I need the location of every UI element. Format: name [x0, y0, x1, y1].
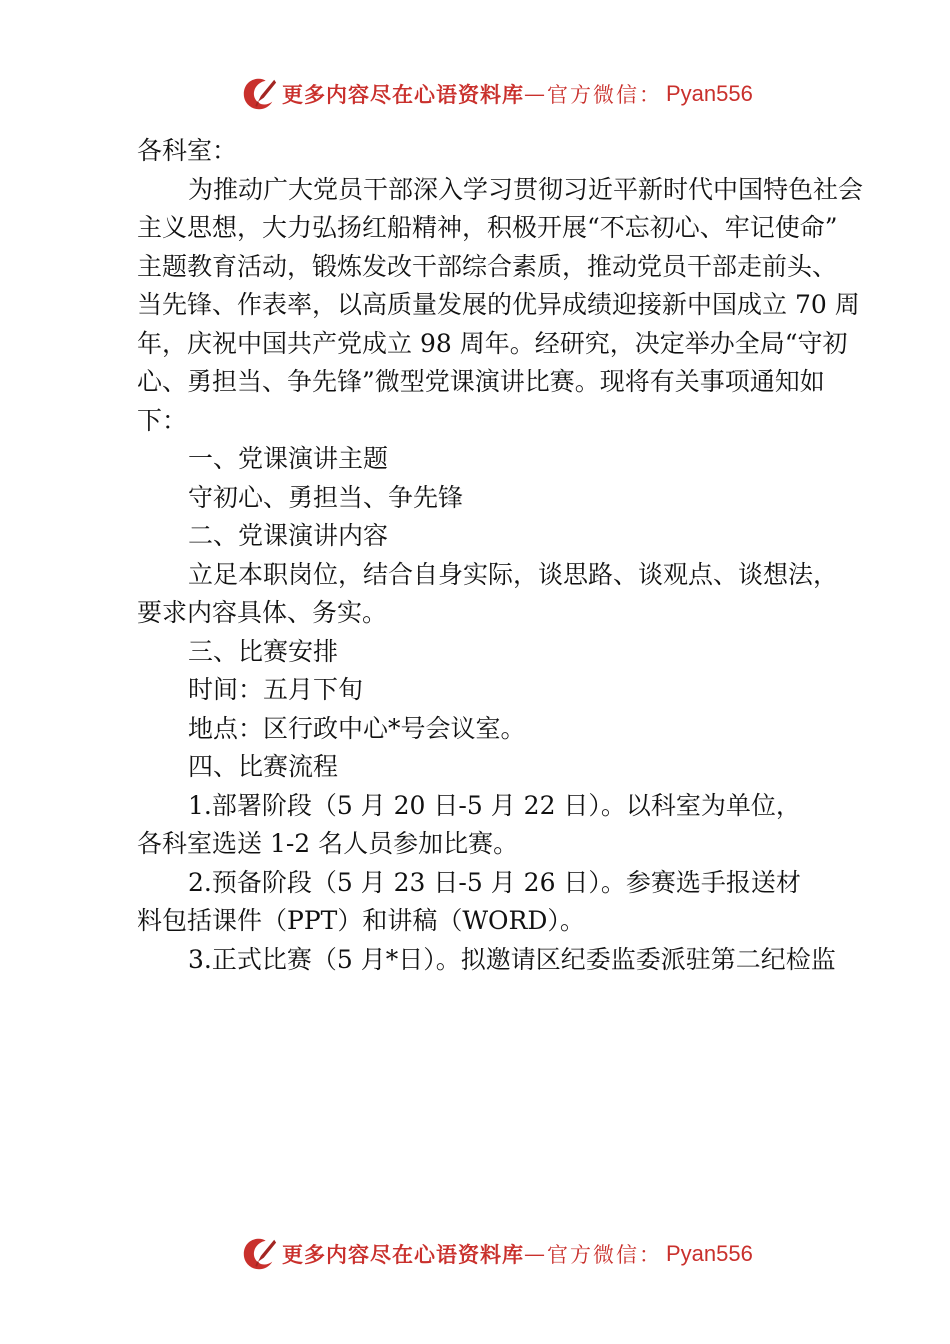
banner-dash: — [524, 1242, 547, 1266]
header-banner [240, 72, 760, 116]
quill-pen-logo-icon [240, 1235, 278, 1273]
banner-wechat-label: 官方微信： [547, 1243, 662, 1267]
process-step: 3.正式比赛（5 月*日）。拟邀请区纪委监委派驻第二纪检监 [188, 944, 836, 974]
document-body [137, 132, 867, 979]
banner-wechat-id: Pyan556 [666, 1241, 753, 1266]
section-heading: 四、比赛流程 [188, 752, 339, 781]
intro-line: 心、勇担当、争先锋”微型党课演讲比赛。现将有关事项通知如 [137, 367, 825, 396]
section-heading: 一、党课演讲主题 [188, 444, 389, 473]
intro-line: 下： [137, 405, 188, 435]
section-body: 守初心、勇担当、争先锋 [188, 482, 464, 512]
intro-line: 当先锋、作表率，以高质量发展的优异成绩迎接新中国成立 70 周 [137, 290, 860, 319]
intro-line: 年，庆祝中国共产党成立 98 周年。经研究，决定举办全局“守初 [137, 328, 848, 358]
banner-wechat-label: 官方微信： [547, 83, 662, 107]
process-step: 料包括课件（PPT）和讲稿（WORD）。 [137, 906, 585, 935]
section-heading: 三、比赛安排 [188, 636, 339, 666]
banner-wechat-id: Pyan556 [666, 81, 753, 106]
footer-banner [240, 1232, 760, 1276]
salutation: 各科室： [137, 136, 238, 165]
process-step: 各科室选送 1-2 名人员参加比赛。 [137, 829, 519, 858]
process-step: 1.部署阶段（5 月 20 日-5 月 22 日）。以科室为单位， [188, 790, 801, 820]
intro-line: 主题教育活动，锻炼发改干部综合素质，推动党员干部走前头、 [137, 251, 838, 281]
quill-pen-logo-icon [240, 75, 278, 113]
section-heading: 二、党课演讲内容 [188, 521, 389, 550]
banner-title: 更多内容尽在心语资料库 [282, 1242, 524, 1267]
banner-title: 更多内容尽在心语资料库 [282, 82, 524, 107]
section-body: 地点：区行政中心*号会议室。 [188, 713, 526, 743]
banner-dash: — [524, 82, 547, 106]
section-body: 立足本职岗位，结合自身实际，谈思路、谈观点、谈想法， [188, 559, 839, 589]
section-body: 要求内容具体、务实。 [137, 598, 388, 627]
section-body: 时间：五月下旬 [188, 675, 364, 704]
intro-line: 为推动广大党员干部深入学习贯彻习近平新时代中国特色社会 [188, 174, 864, 204]
process-step: 2.预备阶段（5 月 23 日-5 月 26 日）。参赛选手报送材 [188, 867, 801, 897]
intro-line: 主义思想，大力弘扬红船精神，积极开展“不忘初心、牢记使命” [137, 213, 838, 242]
